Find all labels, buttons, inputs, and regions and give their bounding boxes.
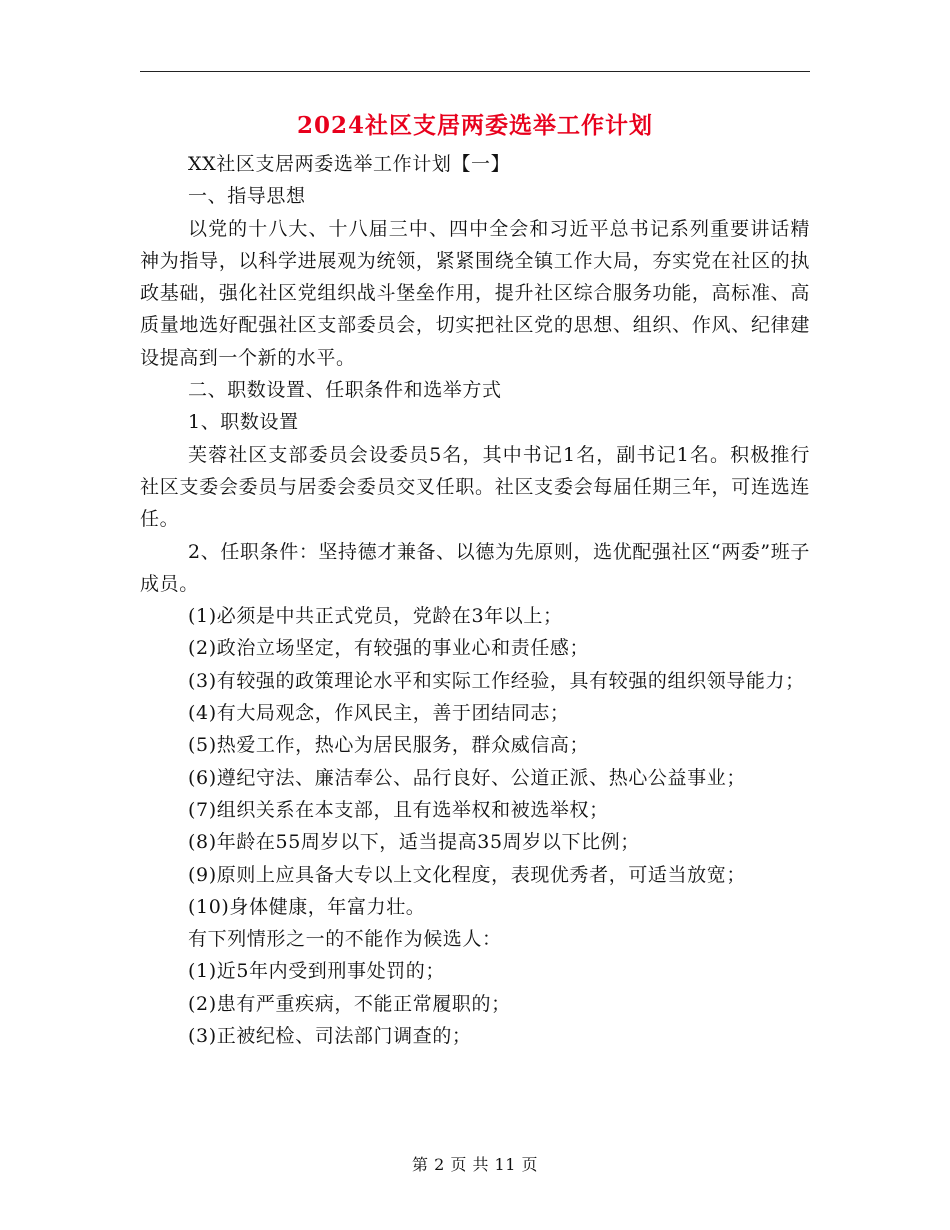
page-middle: 页 共 xyxy=(450,1155,489,1174)
paragraph: 一、指导思想 xyxy=(188,185,306,208)
paragraph: 以党的十八大、十八届三中、四中全会和习近平总书记系列重要讲话精神为指导，以科学进展观为统领，紧紧围绕全镇工作大局，夯实党在社区的执政基础，强化社区党组织战斗堡垒作用，提升社区综合服务功能，高标准、高质量地选好配强社区支部委员会，切实把社区党的思想、组织、作风、纪律建设提高到一个新的水平。 xyxy=(140,217,810,369)
page-suffix: 页 xyxy=(521,1155,539,1174)
page-footer xyxy=(0,1153,950,1177)
header-rule xyxy=(140,71,810,72)
paragraph: (8)年龄在55周岁以下，适当提高35周岁以下比例； xyxy=(188,831,640,854)
paragraph: 有下列情形之一的不能作为候选人： xyxy=(188,928,502,951)
total-pages-number: 11 xyxy=(494,1155,516,1174)
paragraph: (1)必须是中共正式党员，党龄在3年以上； xyxy=(188,605,563,628)
paragraph: (6)遵纪守法、廉洁奉公、品行良好、公道正派、热心公益事业； xyxy=(188,766,746,789)
paragraph: 芙蓉社区支部委员会设委员5名，其中书记1名，副书记1名。积极推行社区支委会委员与居委会委员交叉任职。社区支委会每届任期三年，可连选连任。 xyxy=(140,443,810,531)
paragraph: 1、职数设置 xyxy=(188,411,299,434)
paragraph: (5)热爱工作，热心为居民服务，群众威信高； xyxy=(188,734,590,757)
document-title: 2024社区支居两委选举工作计划 xyxy=(296,112,653,139)
paragraph: (2)政治立场坚定，有较强的事业心和责任感； xyxy=(188,637,590,660)
paragraph: (3)有较强的政策理论水平和实际工作经验，具有较强的组织领导能力； xyxy=(188,669,805,692)
paragraph: (2)患有严重疾病，不能正常履职的； xyxy=(188,992,511,1015)
paragraph: 二、职数设置、任职条件和选举方式 xyxy=(188,379,502,402)
paragraph: (3)正被纪检、司法部门调查的； xyxy=(188,1025,472,1048)
paragraph: (10)身体健康，年富力壮。 xyxy=(188,895,426,918)
page-prefix: 第 xyxy=(411,1155,429,1174)
current-page-number: 2 xyxy=(434,1155,445,1174)
paragraph: 2、任职条件：坚持德才兼备、以德为先原则，选优配强社区“两委”班子成员。 xyxy=(140,540,810,595)
paragraph: (1)近5年内受到刑事处罚的； xyxy=(188,960,446,983)
document-body xyxy=(140,148,810,1052)
paragraph: XX社区支居两委选举工作计划【一】 xyxy=(188,153,511,175)
paragraph: (4)有大局观念，作风民主，善于团结同志； xyxy=(188,702,570,725)
paragraph: (7)组织关系在本支部，且有选举权和被选举权； xyxy=(188,798,609,821)
paragraph: (9)原则上应具备大专以上文化程度，表现优秀者，可适当放宽； xyxy=(188,863,746,886)
